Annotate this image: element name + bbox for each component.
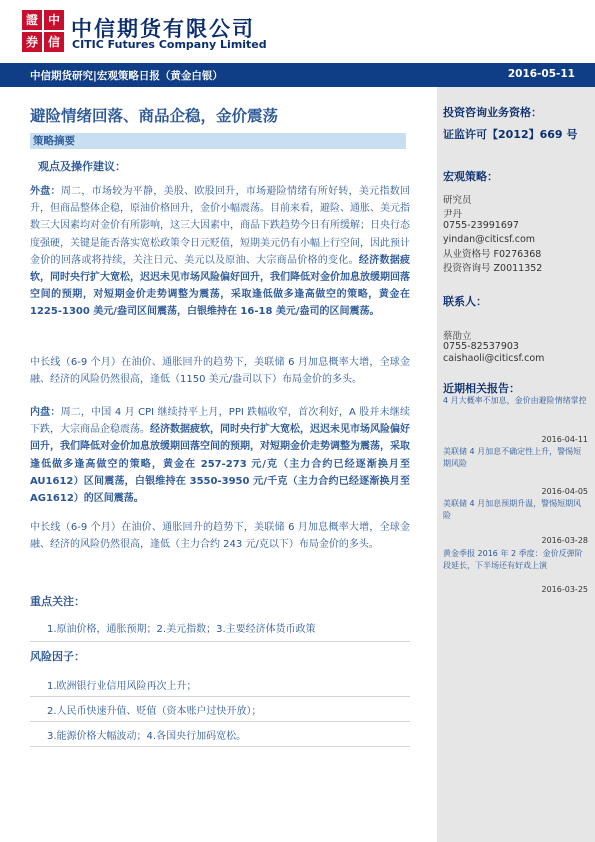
report-header-band (0, 63, 595, 87)
long-term-paragraph-1: 中长线（6-9 个月）在油价、通胀回升的趋势下，美联储 6 月加息概率大增，全球金融、经济的风险仍然很高，逢低（1150 美元/盎司以下）布局金价的多头。 (30, 357, 410, 386)
external-market-text: 周二，市场较为平静，美股、欧股回升，市场避险情绪有所好转，美元指数回升，但商品整体企稳，原油价格回升，金价小幅震荡。目前来看，避险、通胀、美元指数三大因素均对金价有所影响，这三大因素中，商品下跌趋势今日有所缓解；日央行态度强硬，关键是能否落实宽松政策令日元贬值，短期美元仍有小幅上行空间，因此预计金价的回落或将持续，关注日元、美元以及原油、大宗商品价格的变化。 (30, 186, 411, 266)
external-market-paragraph (30, 183, 410, 321)
company-name-cn: 中信期货有限公司 (71, 17, 255, 41)
analyst-name: 尹丹 (443, 209, 463, 220)
domestic-market-text: 周二，中国 4 月 CPI 继续持平上月，PPI 跌幅收窄，首次利好，A 股并未继续下跌，大宗商品企稳震荡。 (30, 407, 410, 436)
logo-char: 券 (22, 32, 42, 52)
recent-reports-heading: 近期相关报告： (443, 382, 520, 395)
company-logo (22, 10, 66, 54)
logo-char: 信 (44, 32, 64, 52)
section-heading-summary: 策略摘要 (30, 133, 406, 149)
focus-heading: 重点关注： (30, 595, 85, 608)
report-date: 2016-04-05 (541, 487, 588, 496)
report-series-title: 中信期货研究|宏观策略日报（黄金白银） (30, 70, 223, 82)
domestic-market-label: 内盘： (30, 407, 61, 418)
focus-item: 1.原油价格，通胀预期；2.美元指数；3.主要经济体货币政策 (47, 624, 316, 635)
external-market-strategy: 经济数据疲软，同时央行扩大宽松，迟迟未见市场风险偏好回升，我们降低对金价加息放缓期回落空间的预期，对短期金价走势调整为震荡，采取逢低做多逢高做空的策略，黄金在 1225-1300 美元/盎司区间震荡，白银维持在 16-18 美元/盎司的区间震荡。 (30, 254, 411, 318)
risk-item: 1.欧洲银行业信用风险再次上升； (47, 681, 197, 692)
logo-char: 中 (44, 10, 64, 30)
contact-phone: 0755-82537903 (443, 341, 519, 352)
license-number: 证监许可【2012】669 号 (443, 128, 578, 141)
risk-item: 3.能源价格大幅波动；4.各国央行加码宽松。 (47, 731, 247, 742)
logo-char: 證 (22, 10, 42, 30)
long-term-paragraph-2: 中长线（6-9 个月）在油价、通胀回升的趋势下，美联储 6 月加息概率大增，全球金融、经济的风险仍然很高，逢低（主力合约 243 元/克以下）布局金价的多头。 (30, 522, 410, 551)
risk-item: 2.人民币快速升值、贬值（资本账户过快开放）； (47, 706, 262, 717)
contact-heading: 联系人： (443, 295, 487, 308)
license-heading: 投资咨询业务资格： (443, 106, 542, 119)
analyst-advisory-number: 投资咨询号 Z0011352 (443, 263, 543, 274)
divider (30, 721, 410, 722)
analyst-qualification-number: 从业资格号 F0276368 (443, 249, 542, 260)
report-title: 避险情绪回落、商品企稳，金价震荡 (30, 107, 279, 125)
report-link[interactable]: 黄金季报 2016 年 2 季度：金价反弹阶段延长，下半场还有好戏上演 (443, 549, 583, 570)
divider (30, 746, 410, 747)
domestic-market-strategy: 经济数据疲软，同时央行扩大宽松，迟迟未见市场风险偏好回升，我们降低对金价加息放缓期回落空间的预期，对短期金价走势调整为震荡，采取逢低做多逢高做空的策略，黄金在 257-273 元/克（主力合约已经逐渐换月至 AU1612）区间震荡，白银维持在 3550-3950 元/千克（主力合约已经逐渐换月至 AG1612）的区间震荡。 (30, 424, 410, 505)
contact-name: 蔡劭立 (443, 331, 472, 342)
analyst-role: 研究员 (443, 195, 472, 206)
report-link[interactable]: 美联储 4 月加息预期升温，警惕短期风险 (443, 499, 582, 520)
report-date: 2016-04-11 (541, 435, 588, 444)
report-date: 2016-03-28 (541, 536, 588, 545)
contact-email[interactable]: caishaoli@citicsf.com (443, 353, 545, 364)
report-date: 2016-03-25 (541, 585, 588, 594)
company-name-en: CITIC Futures Company Limited (72, 38, 267, 51)
divider (30, 641, 410, 642)
analyst-email[interactable]: yindan@citicsf.com (443, 234, 536, 245)
risk-heading: 风险因子： (30, 650, 85, 663)
report-link[interactable]: 美联储 4 月加息不确定性上升，警惕短期风险 (443, 447, 582, 468)
analyst-phone: 0755-23991697 (443, 220, 519, 231)
strategy-heading: 宏观策略： (443, 170, 498, 183)
report-date: 2016-05-11 (507, 68, 575, 80)
report-link[interactable]: 4 月大概率不加息，金价由避险情绪掌控 (443, 396, 587, 405)
divider (30, 696, 410, 697)
subheading-views: 观点及操作建议： (38, 160, 126, 173)
domestic-market-paragraph (30, 404, 410, 507)
external-market-label: 外盘： (30, 186, 61, 197)
